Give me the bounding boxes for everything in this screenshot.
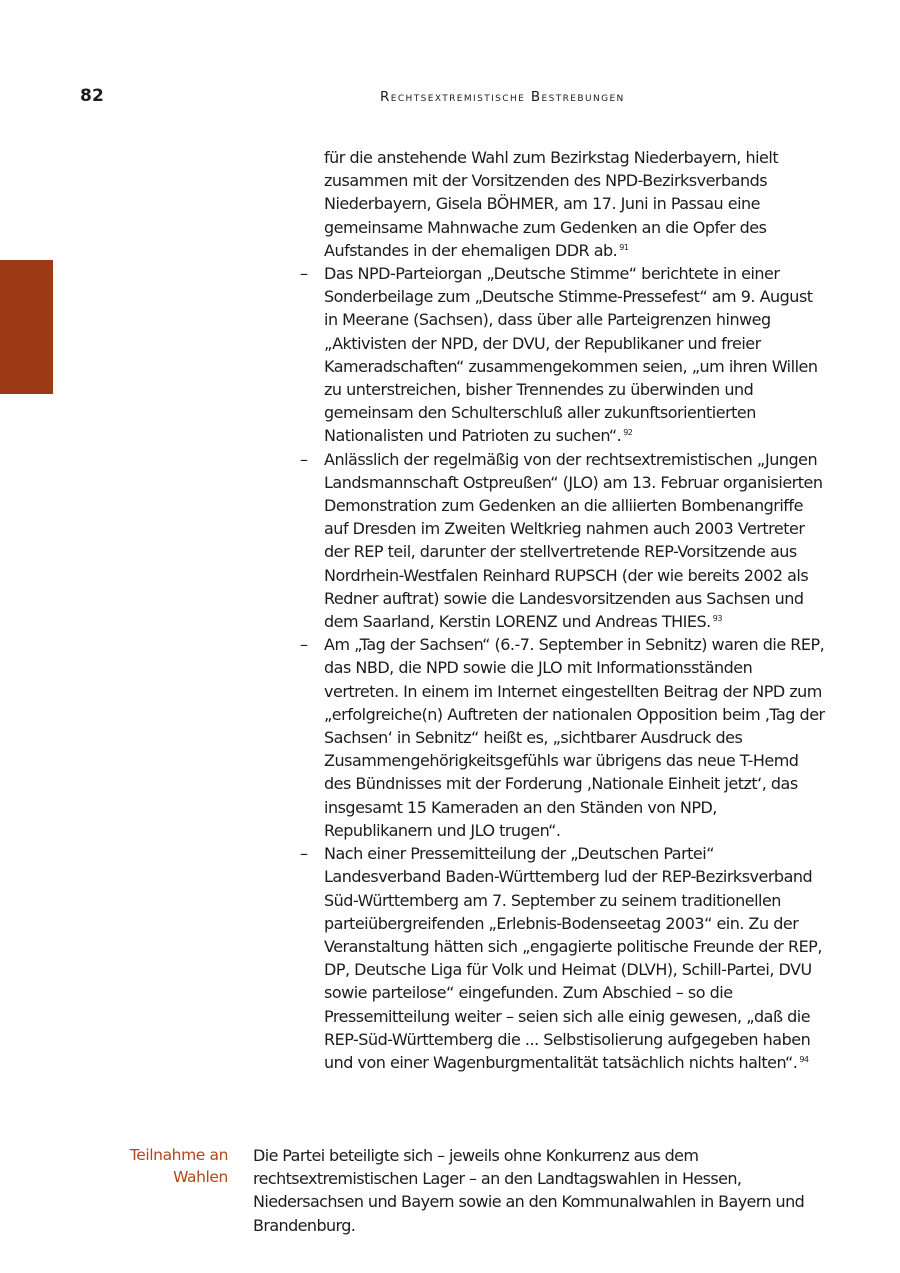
- page-number: 82: [80, 86, 105, 106]
- side-color-tab: [0, 260, 53, 394]
- list-item: [300, 262, 828, 448]
- intro-paragraph: [300, 146, 828, 262]
- footnote-ref[interactable]: 92: [623, 428, 633, 438]
- margin-note-line-2: Wahlen: [173, 1168, 228, 1186]
- list-item-text: Das NPD-Parteiorgan „Deutsche Stimme“ berichtete in einer Sonderbeilage zum „Deutsche Stimme-Pressefest“ am 9. August in Meerane (Sachsen), dass über alle Parteigrenzen hinweg „Aktivisten der NPD, der DVU, der Republikaner und freier Kameradschaften“ zusammengekommen seien, „um ihren Willen zu unterstreichen, bisher Trennendes zu überwinden und gemeinsam den Schulterschluß aller zukunftsorientierten Nationalisten und Patrioten zu suchen“.: [324, 264, 818, 446]
- section-paragraph: Die Partei beteiligte sich – jeweils ohne Konkurrenz aus dem rechtsextremistischen Lager – an den Landtagswahlen in Hessen, Niedersachsen und Bayern sowie an den Kommunalwahlen in Bayern und Brandenburg.: [253, 1146, 805, 1235]
- bullet-dash: –: [300, 264, 308, 284]
- bullet-dash: –: [300, 635, 308, 655]
- margin-note: [100, 1144, 228, 1188]
- footnote-ref[interactable]: 93: [712, 614, 722, 624]
- footnote-ref[interactable]: 91: [619, 242, 629, 252]
- bullet-dash: –: [300, 449, 308, 469]
- margin-note-line-1: Teilnahme an: [129, 1146, 228, 1164]
- bullet-list: [300, 262, 828, 1074]
- list-item-text: Nach einer Pressemitteilung der „Deutschen Partei“ Landesverband Baden-Württemberg lud der REP-Bezirksverband Süd-Württemberg am 7. September zu seinem traditionellen parteiübergreifenden „Erlebnis-Bodenseetag 2003“ ein. Zu der Veranstaltung hätten sich „engagierte politische Freunde der REP, DP, Deutsche Liga für Volk und Heimat (DLVH), Schill-Partei, DVU sowie parteilose“ eingefunden. Zum Abschied – so die Pressemitteilung weiter – seien sich alle einig gewesen, „daß die REP-Süd-Württemberg die ... Selbstisolierung aufgegeben haben und von einer Wagenburgmentalität tatsächlich nichts halten“.: [324, 844, 822, 1072]
- list-item-text: Anlässlich der regelmäßig von der rechtsextremistischen „Jungen Landsmannschaft Ostpreußen“ (JLO) am 13. Februar organisierten Demonstration zum Gedenken an die alliierten Bombenangriffe auf Dresden im Zweiten Weltkrieg nahmen auch 2003 Vertreter der REP teil, darunter der stellvertretende REP-Vorsitzende aus Nordrhein-Westfalen Reinhard RUPSCH (der wie bereits 2002 als Redner auftrat) sowie die Landesvorsitzenden aus Sachsen und dem Saarland, Kerstin LORENZ und Andreas THIES.: [324, 449, 823, 632]
- list-item: [300, 842, 828, 1074]
- bullet-dash: –: [300, 844, 308, 864]
- list-item: [300, 633, 828, 842]
- list-item: [300, 448, 828, 634]
- footnote-ref[interactable]: 94: [799, 1054, 809, 1064]
- list-item-text: Am „Tag der Sachsen“ (6.-7. September in Sebnitz) waren die REP, das NBD, die NPD sowie die JLO mit Informationsständen vertreten. In einem im Internet eingestellten Beitrag der NPD zum „erfolgreiche(n) Auftreten der nationalen Opposition beim ‚Tag der Sachsen‘ in Sebnitz“ heißt es, „sichtbarer Ausdruck des Zusammengehörigkeitsgefühls war übrigens das neue T-Hemd des Bündnisses mit der Forderung ‚Nationale Einheit jetzt‘, das insgesamt 15 Kameraden an den Ständen von NPD, Republikanern und JLO trugen“.: [324, 635, 825, 840]
- running-head: Rechtsextremistische Bestrebungen: [380, 89, 625, 105]
- intro-text: für die anstehende Wahl zum Bezirkstag Niederbayern, hielt zusammen mit der Vorsitzenden des NPD-Bezirksverbands Niederbayern, Gisela BÖHMER, am 17. Juni in Passau eine gemeinsame Mahnwache zum Gedenken an die Opfer des Aufstandes in der ehemaligen DDR ab.: [324, 148, 779, 260]
- main-column: [300, 146, 828, 1074]
